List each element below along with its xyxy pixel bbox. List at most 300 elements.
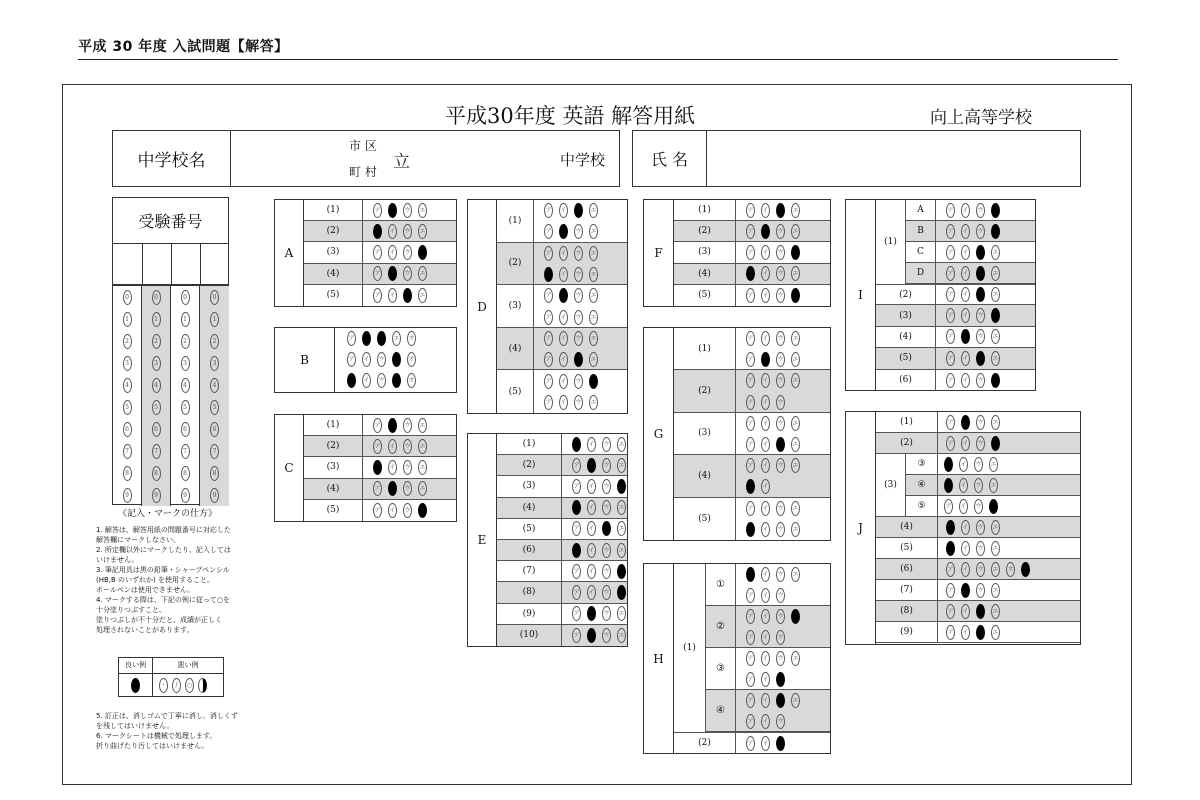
answer-bubble[interactable]: ウ	[976, 308, 985, 323]
exam-digit-bubble[interactable]: 5	[181, 400, 190, 415]
answer-bubble[interactable]: ウ	[776, 331, 785, 346]
exam-digit-bubble[interactable]: 4	[210, 378, 219, 393]
exam-digit-bubble[interactable]: 9	[181, 488, 190, 503]
exam-digit-bubble[interactable]: 2	[210, 334, 219, 349]
answer-bubble[interactable]: ア	[746, 331, 755, 346]
answer-bubble[interactable]: イ	[761, 479, 770, 494]
answer-bubble[interactable]: エ	[791, 522, 800, 537]
answer-bubble[interactable]: ア	[746, 373, 755, 388]
answer-bubble[interactable]: イ	[961, 541, 970, 556]
answer-bubble[interactable]: ア	[946, 562, 955, 577]
answer-bubble[interactable]: ウ	[974, 499, 983, 514]
answer-bubble[interactable]: エ	[791, 203, 800, 218]
answer-bubble[interactable]	[388, 266, 397, 281]
answer-bubble[interactable]: エ	[791, 693, 800, 708]
answer-bubble[interactable]: ア	[746, 437, 755, 452]
answer-bubble[interactable]: イ	[761, 522, 770, 537]
answer-bubble[interactable]: ウ	[776, 373, 785, 388]
answer-bubble[interactable]: イ	[587, 521, 596, 536]
exam-digit-bubble[interactable]: 9	[123, 488, 132, 503]
answer-bubble[interactable]: イ	[559, 331, 568, 346]
answer-bubble[interactable]: イ	[761, 266, 770, 281]
answer-bubble[interactable]	[976, 245, 985, 260]
answer-bubble[interactable]: ア	[746, 352, 755, 367]
answer-bubble[interactable]: イ	[761, 567, 770, 582]
exam-digit-bubble[interactable]: 5	[210, 400, 219, 415]
exam-digit-bubble[interactable]: 7	[210, 444, 219, 459]
answer-bubble[interactable]: ア	[746, 458, 755, 473]
answer-bubble[interactable]: エ	[991, 562, 1000, 577]
answer-bubble[interactable]	[776, 203, 785, 218]
answer-bubble[interactable]: ウ	[776, 609, 785, 624]
answer-bubble[interactable]	[746, 567, 755, 582]
answer-bubble[interactable]: ウ	[602, 437, 611, 452]
answer-bubble[interactable]: イ	[761, 458, 770, 473]
answer-bubble[interactable]	[746, 266, 755, 281]
answer-bubble[interactable]: ウ	[602, 479, 611, 494]
answer-bubble[interactable]: ウ	[976, 583, 985, 598]
answer-bubble[interactable]: ア	[946, 266, 955, 281]
answer-bubble[interactable]: エ	[418, 418, 427, 433]
answer-bubble[interactable]: ウ	[776, 224, 785, 239]
answer-bubble[interactable]: エ	[617, 500, 626, 515]
answer-bubble[interactable]	[418, 503, 427, 518]
answer-bubble[interactable]: エ	[617, 437, 626, 452]
answer-bubble[interactable]: ウ	[602, 543, 611, 558]
answer-bubble[interactable]: ウ	[602, 585, 611, 600]
answer-bubble[interactable]: ウ	[602, 500, 611, 515]
answer-bubble[interactable]: イ	[761, 630, 770, 645]
answer-bubble[interactable]	[976, 625, 985, 640]
answer-bubble[interactable]: ア	[373, 203, 382, 218]
answer-bubble[interactable]: ア	[946, 224, 955, 239]
answer-bubble[interactable]: エ	[589, 224, 598, 239]
exam-digit-bubble[interactable]: 1	[210, 312, 219, 327]
answer-bubble[interactable]: エ	[989, 457, 998, 472]
answer-bubble[interactable]	[392, 352, 401, 367]
answer-bubble[interactable]: イ	[388, 224, 397, 239]
answer-bubble[interactable]: ウ	[574, 267, 583, 282]
answer-bubble[interactable]: ウ	[403, 266, 412, 281]
answer-bubble[interactable]	[761, 224, 770, 239]
answer-bubble[interactable]	[991, 203, 1000, 218]
answer-bubble[interactable]: ア	[572, 458, 581, 473]
answer-bubble[interactable]: イ	[961, 224, 970, 239]
answer-bubble[interactable]: ア	[746, 588, 755, 603]
answer-bubble[interactable]: ア	[347, 331, 356, 346]
name-field[interactable]	[632, 130, 1081, 187]
answer-bubble[interactable]: イ	[587, 500, 596, 515]
answer-bubble[interactable]: イ	[388, 503, 397, 518]
exam-digit-bubble[interactable]: 3	[181, 356, 190, 371]
answer-bubble[interactable]: ウ	[976, 520, 985, 535]
exam-digit-bubble[interactable]: 9	[210, 488, 219, 503]
answer-bubble[interactable]: ウ	[602, 606, 611, 621]
answer-bubble[interactable]: イ	[761, 395, 770, 410]
answer-bubble[interactable]: エ	[991, 287, 1000, 302]
answer-bubble[interactable]: ア	[572, 564, 581, 579]
answer-bubble[interactable]: ウ	[602, 628, 611, 643]
answer-bubble[interactable]: ア	[746, 224, 755, 239]
exam-digit-bubble[interactable]: 8	[152, 466, 161, 481]
answer-bubble[interactable]: エ	[589, 246, 598, 261]
answer-bubble[interactable]	[991, 308, 1000, 323]
answer-bubble[interactable]: ウ	[403, 460, 412, 475]
exam-digit-bubble[interactable]: 4	[181, 378, 190, 393]
answer-bubble[interactable]: エ	[589, 310, 598, 325]
exam-digit-bubble[interactable]: 2	[181, 334, 190, 349]
answer-bubble[interactable]: エ	[791, 373, 800, 388]
answer-bubble[interactable]	[976, 604, 985, 619]
answer-bubble[interactable]: エ	[991, 245, 1000, 260]
answer-bubble[interactable]: ア	[572, 628, 581, 643]
answer-bubble[interactable]	[589, 374, 598, 389]
answer-bubble[interactable]	[976, 287, 985, 302]
answer-bubble[interactable]: オ	[407, 373, 416, 388]
answer-bubble[interactable]: ア	[746, 203, 755, 218]
exam-digit-bubble[interactable]: 6	[152, 422, 161, 437]
answer-bubble[interactable]	[559, 224, 568, 239]
exam-digit-bubble[interactable]: 6	[181, 422, 190, 437]
answer-bubble[interactable]: ウ	[776, 352, 785, 367]
answer-bubble[interactable]: オ	[407, 331, 416, 346]
answer-bubble[interactable]: エ	[418, 460, 427, 475]
exam-digit-bubble[interactable]: 0	[123, 290, 132, 305]
answer-bubble[interactable]: ウ	[976, 373, 985, 388]
answer-bubble[interactable]: ウ	[776, 567, 785, 582]
answer-bubble[interactable]: ア	[544, 374, 553, 389]
answer-bubble[interactable]	[388, 481, 397, 496]
exam-digit-bubble[interactable]: 0	[210, 290, 219, 305]
answer-bubble[interactable]: エ	[589, 288, 598, 303]
answer-bubble[interactable]: イ	[961, 287, 970, 302]
answer-bubble[interactable]	[572, 437, 581, 452]
answer-bubble[interactable]: ウ	[574, 288, 583, 303]
answer-bubble[interactable]: ア	[373, 245, 382, 260]
answer-bubble[interactable]: エ	[418, 288, 427, 303]
answer-bubble[interactable]: ア	[544, 246, 553, 261]
answer-bubble[interactable]: イ	[587, 543, 596, 558]
answer-bubble[interactable]: イ	[559, 310, 568, 325]
answer-bubble[interactable]: ア	[373, 288, 382, 303]
answer-bubble[interactable]: ウ	[976, 415, 985, 430]
answer-bubble[interactable]: ウ	[976, 224, 985, 239]
answer-bubble[interactable]: イ	[961, 562, 970, 577]
answer-bubble[interactable]: エ	[589, 267, 598, 282]
answer-bubble[interactable]: ア	[946, 329, 955, 344]
answer-bubble[interactable]: オ	[1006, 562, 1015, 577]
answer-bubble[interactable]: ウ	[602, 458, 611, 473]
answer-bubble[interactable]: ウ	[403, 481, 412, 496]
answer-bubble[interactable]: ウ	[776, 416, 785, 431]
answer-bubble[interactable]: エ	[791, 416, 800, 431]
exam-digit-bubble[interactable]: 7	[123, 444, 132, 459]
answer-bubble[interactable]: エ	[617, 628, 626, 643]
answer-bubble[interactable]: イ	[559, 352, 568, 367]
answer-bubble[interactable]: ア	[746, 416, 755, 431]
answer-bubble[interactable]: イ	[959, 457, 968, 472]
answer-bubble[interactable]: ア	[946, 287, 955, 302]
answer-bubble[interactable]	[946, 541, 955, 556]
answer-bubble[interactable]	[746, 522, 755, 537]
answer-bubble[interactable]: ア	[746, 609, 755, 624]
answer-bubble[interactable]	[791, 288, 800, 303]
answer-bubble[interactable]	[574, 352, 583, 367]
answer-bubble[interactable]: イ	[959, 478, 968, 493]
answer-bubble[interactable]: エ	[991, 583, 1000, 598]
answer-bubble[interactable]: イ	[761, 672, 770, 687]
exam-digit-bubble[interactable]: 0	[152, 290, 161, 305]
answer-bubble[interactable]: ア	[746, 501, 755, 516]
answer-bubble[interactable]: イ	[559, 246, 568, 261]
answer-bubble[interactable]: ア	[572, 521, 581, 536]
answer-bubble[interactable]: エ	[991, 625, 1000, 640]
answer-bubble[interactable]: ウ	[976, 329, 985, 344]
answer-bubble[interactable]: ウ	[776, 501, 785, 516]
answer-bubble[interactable]: イ	[761, 588, 770, 603]
answer-bubble[interactable]: イ	[388, 460, 397, 475]
answer-bubble[interactable]: ウ	[776, 288, 785, 303]
answer-bubble[interactable]: イ	[961, 436, 970, 451]
answer-bubble[interactable]: イ	[559, 395, 568, 410]
answer-bubble[interactable]: エ	[418, 439, 427, 454]
answer-bubble[interactable]: ウ	[377, 373, 386, 388]
answer-bubble[interactable]: ウ	[574, 224, 583, 239]
answer-bubble[interactable]: ア	[544, 395, 553, 410]
answer-bubble[interactable]: ウ	[776, 714, 785, 729]
answer-bubble[interactable]: ア	[544, 288, 553, 303]
answer-bubble[interactable]: ア	[746, 714, 755, 729]
answer-bubble[interactable]: イ	[959, 499, 968, 514]
answer-bubble[interactable]: ウ	[403, 503, 412, 518]
answer-bubble[interactable]	[617, 479, 626, 494]
answer-bubble[interactable]: ア	[373, 266, 382, 281]
answer-bubble[interactable]: ウ	[776, 651, 785, 666]
answer-bubble[interactable]	[418, 245, 427, 260]
answer-bubble[interactable]	[617, 585, 626, 600]
answer-bubble[interactable]: イ	[961, 625, 970, 640]
answer-bubble[interactable]: ウ	[403, 245, 412, 260]
answer-bubble[interactable]: ア	[746, 736, 755, 751]
answer-bubble[interactable]: ア	[544, 203, 553, 218]
answer-bubble[interactable]: ウ	[976, 203, 985, 218]
answer-bubble[interactable]	[572, 500, 581, 515]
answer-bubble[interactable]	[587, 606, 596, 621]
answer-bubble[interactable]: イ	[587, 585, 596, 600]
answer-bubble[interactable]: ア	[946, 625, 955, 640]
answer-bubble[interactable]: イ	[761, 714, 770, 729]
answer-bubble[interactable]: イ	[388, 245, 397, 260]
answer-bubble[interactable]: ア	[544, 352, 553, 367]
answer-bubble[interactable]: エ	[991, 520, 1000, 535]
answer-bubble[interactable]: ア	[373, 418, 382, 433]
answer-bubble[interactable]: エ	[418, 481, 427, 496]
answer-bubble[interactable]: エ	[589, 203, 598, 218]
answer-bubble[interactable]	[347, 373, 356, 388]
answer-bubble[interactable]: ア	[746, 245, 755, 260]
answer-bubble[interactable]	[991, 224, 1000, 239]
answer-bubble[interactable]: イ	[961, 373, 970, 388]
answer-bubble[interactable]	[776, 437, 785, 452]
answer-bubble[interactable]: エ	[791, 224, 800, 239]
answer-bubble[interactable]	[572, 543, 581, 558]
answer-bubble[interactable]: イ	[961, 604, 970, 619]
answer-bubble[interactable]: イ	[559, 267, 568, 282]
answer-bubble[interactable]: イ	[961, 520, 970, 535]
answer-bubble[interactable]: ア	[746, 693, 755, 708]
answer-bubble[interactable]: イ	[559, 203, 568, 218]
answer-bubble[interactable]: ア	[572, 606, 581, 621]
exam-digit-bubble[interactable]: 1	[152, 312, 161, 327]
answer-bubble[interactable]: エ	[418, 224, 427, 239]
answer-bubble[interactable]: エ	[791, 266, 800, 281]
answer-bubble[interactable]: イ	[587, 564, 596, 579]
answer-bubble[interactable]: ア	[946, 245, 955, 260]
answer-bubble[interactable]: ア	[373, 481, 382, 496]
answer-bubble[interactable]: ウ	[776, 395, 785, 410]
answer-bubble[interactable]: エ	[991, 415, 1000, 430]
answer-bubble[interactable]: イ	[761, 736, 770, 751]
answer-bubble[interactable]: ウ	[574, 246, 583, 261]
exam-digit-bubble[interactable]: 4	[152, 378, 161, 393]
answer-bubble[interactable]: エ	[991, 604, 1000, 619]
answer-bubble[interactable]: エ	[791, 567, 800, 582]
answer-bubble[interactable]: ア	[946, 436, 955, 451]
answer-bubble[interactable]: ウ	[976, 562, 985, 577]
answer-bubble[interactable]: ウ	[974, 478, 983, 493]
answer-bubble[interactable]: ア	[946, 373, 955, 388]
answer-bubble[interactable]	[776, 693, 785, 708]
answer-bubble[interactable]: エ	[617, 606, 626, 621]
answer-bubble[interactable]: エ	[991, 541, 1000, 556]
answer-bubble[interactable]: オ	[407, 352, 416, 367]
answer-bubble[interactable]: ウ	[776, 458, 785, 473]
answer-bubble[interactable]: ウ	[403, 439, 412, 454]
answer-bubble[interactable]: イ	[761, 245, 770, 260]
answer-bubble[interactable]: イ	[961, 266, 970, 281]
answer-bubble[interactable]: ウ	[976, 541, 985, 556]
answer-bubble[interactable]: イ	[761, 331, 770, 346]
answer-bubble[interactable]	[388, 418, 397, 433]
answer-bubble[interactable]: ウ	[776, 630, 785, 645]
answer-bubble[interactable]	[377, 331, 386, 346]
answer-bubble[interactable]	[587, 458, 596, 473]
answer-bubble[interactable]: ウ	[574, 310, 583, 325]
answer-bubble[interactable]: イ	[761, 373, 770, 388]
answer-bubble[interactable]: イ	[761, 609, 770, 624]
answer-bubble[interactable]	[392, 373, 401, 388]
exam-digit-bubble[interactable]: 9	[152, 488, 161, 503]
answer-bubble[interactable]	[574, 203, 583, 218]
answer-bubble[interactable]	[746, 479, 755, 494]
answer-bubble[interactable]: イ	[761, 501, 770, 516]
answer-bubble[interactable]: ウ	[574, 395, 583, 410]
answer-bubble[interactable]: ア	[946, 203, 955, 218]
answer-bubble[interactable]: エ	[589, 331, 598, 346]
answer-bubble[interactable]	[587, 628, 596, 643]
answer-bubble[interactable]: エ	[791, 352, 800, 367]
answer-bubble[interactable]: イ	[559, 374, 568, 389]
answer-bubble[interactable]	[961, 329, 970, 344]
answer-bubble[interactable]: エ	[791, 458, 800, 473]
answer-bubble[interactable]	[373, 224, 382, 239]
exam-digit-bubble[interactable]: 1	[123, 312, 132, 327]
answer-bubble[interactable]: ウ	[403, 203, 412, 218]
exam-digit-bubble[interactable]: 3	[123, 356, 132, 371]
answer-bubble[interactable]: ウ	[976, 436, 985, 451]
exam-digit-bubble[interactable]: 8	[123, 466, 132, 481]
answer-bubble[interactable]: エ	[589, 395, 598, 410]
answer-bubble[interactable]: エ	[791, 501, 800, 516]
answer-bubble[interactable]: ア	[746, 672, 755, 687]
answer-bubble[interactable]: ウ	[403, 224, 412, 239]
answer-bubble[interactable]	[989, 499, 998, 514]
answer-bubble[interactable]: ア	[946, 308, 955, 323]
answer-bubble[interactable]: ア	[746, 288, 755, 303]
answer-bubble[interactable]: ア	[373, 503, 382, 518]
answer-bubble[interactable]: エ	[991, 351, 1000, 366]
answer-bubble[interactable]: エ	[418, 203, 427, 218]
answer-bubble[interactable]: ア	[946, 415, 955, 430]
answer-bubble[interactable]: エ	[991, 329, 1000, 344]
answer-bubble[interactable]: ア	[347, 352, 356, 367]
exam-digit-bubble[interactable]: 0	[181, 290, 190, 305]
answer-bubble[interactable]: イ	[388, 288, 397, 303]
answer-bubble[interactable]: イ	[961, 351, 970, 366]
answer-bubble[interactable]: エ	[991, 266, 1000, 281]
exam-digit-bubble[interactable]: 6	[210, 422, 219, 437]
answer-bubble[interactable]: エ	[989, 478, 998, 493]
answer-bubble[interactable]: エ	[791, 331, 800, 346]
answer-bubble[interactable]	[946, 520, 955, 535]
answer-bubble[interactable]	[761, 352, 770, 367]
answer-bubble[interactable]	[362, 331, 371, 346]
answer-bubble[interactable]: イ	[362, 352, 371, 367]
exam-digit-bubble[interactable]: 3	[210, 356, 219, 371]
exam-digit-bubble[interactable]: 7	[181, 444, 190, 459]
jhs-field[interactable]	[112, 130, 620, 187]
answer-bubble[interactable]: ア	[544, 224, 553, 239]
answer-bubble[interactable]: ア	[946, 583, 955, 598]
answer-bubble[interactable]	[559, 288, 568, 303]
answer-bubble[interactable]	[944, 457, 953, 472]
answer-bubble[interactable]: イ	[761, 693, 770, 708]
exam-digit-bubble[interactable]: 8	[181, 466, 190, 481]
answer-bubble[interactable]: ア	[946, 604, 955, 619]
answer-bubble[interactable]	[976, 266, 985, 281]
exam-digit-bubble[interactable]: 5	[123, 400, 132, 415]
answer-bubble[interactable]: イ	[362, 373, 371, 388]
answer-bubble[interactable]: ア	[946, 351, 955, 366]
answer-bubble[interactable]: ア	[572, 479, 581, 494]
exam-digit-bubble[interactable]: 3	[152, 356, 161, 371]
exam-digit-bubble[interactable]: 8	[210, 466, 219, 481]
answer-bubble[interactable]: エ	[617, 458, 626, 473]
answer-bubble[interactable]: イ	[961, 308, 970, 323]
answer-bubble[interactable]: ア	[373, 439, 382, 454]
answer-bubble[interactable]: ウ	[403, 418, 412, 433]
answer-bubble[interactable]	[776, 736, 785, 751]
exam-number-grid[interactable]	[112, 285, 229, 505]
answer-bubble[interactable]: ウ	[377, 352, 386, 367]
answer-bubble[interactable]: ウ	[776, 522, 785, 537]
answer-bubble[interactable]: イ	[587, 437, 596, 452]
answer-bubble[interactable]: イ	[961, 245, 970, 260]
exam-digit-bubble[interactable]: 4	[123, 378, 132, 393]
answer-bubble[interactable]	[991, 373, 1000, 388]
answer-bubble[interactable]: ア	[572, 585, 581, 600]
answer-bubble[interactable]: ア	[746, 651, 755, 666]
